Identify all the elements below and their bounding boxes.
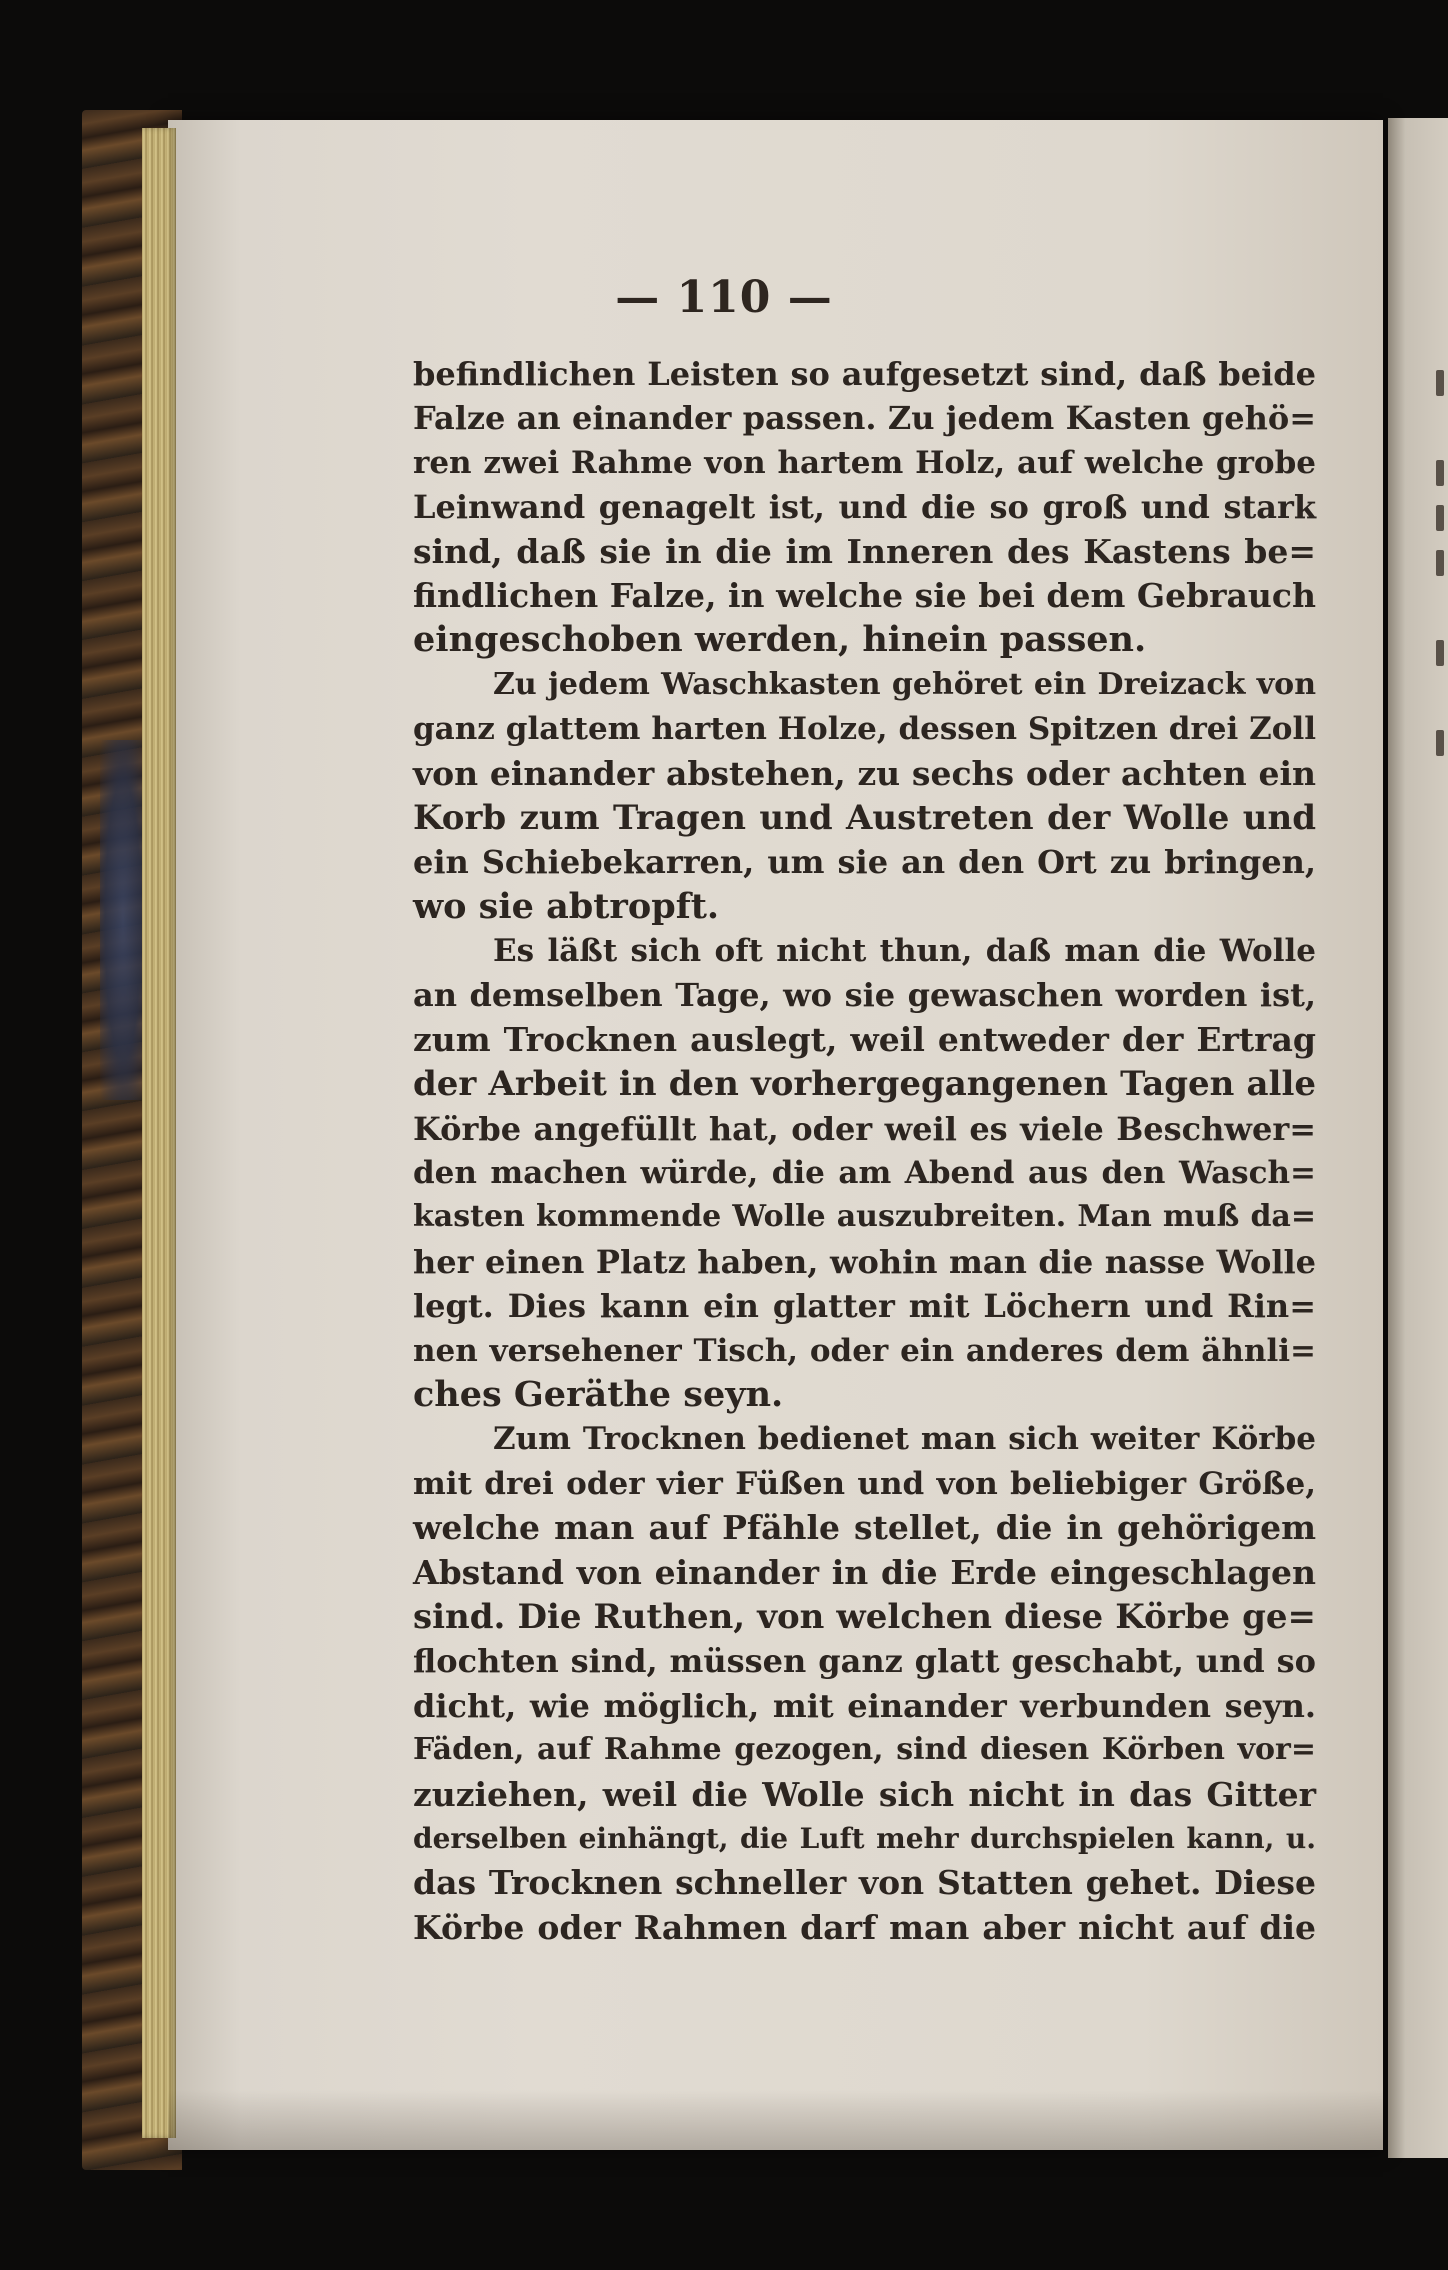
text-line: sind. Die Ruthen, von welchen diese Körbe ge=	[413, 1596, 1316, 1637]
text-line: wo sie abtropft.	[413, 885, 720, 927]
text-line: Korb zum Tragen und Austreten der Wolle und	[413, 797, 1316, 838]
text-line: den machen würde, die am Abend aus den Wasch=	[413, 1155, 1316, 1192]
text-line: ren zwei Rahme von hartem Holz, auf welche grobe	[413, 444, 1316, 481]
text-line: Leinwand genagelt ist, und die so groß und stark	[413, 488, 1316, 527]
cover-marbling-spot	[100, 740, 146, 1100]
body-text	[413, 352, 1316, 1950]
facing-page-glyph	[1436, 460, 1444, 486]
gilt-page-edges	[142, 128, 176, 2138]
text-line: Zu jedem Waschkasten gehöret ein Dreizack von	[493, 666, 1316, 702]
text-line: legt. Dies kann ein glatter mit Löchern und Rin=	[413, 1287, 1316, 1326]
text-line: Körbe oder Rahmen darf man aber nicht auf die	[413, 1907, 1316, 1947]
text-line: Körbe angefüllt hat, oder weil es viele Beschwer=	[413, 1109, 1316, 1148]
text-line: der Arbeit in den vorhergegangenen Tagen alle	[413, 1064, 1316, 1105]
text-line: nen versehener Tisch, oder ein anderes dem ähnli=	[413, 1332, 1316, 1369]
text-line: Abstand von einander in die Erde eingeschlagen	[413, 1552, 1316, 1592]
facing-page-glyph	[1436, 505, 1444, 531]
text-line: an demselben Tage, wo sie gewaschen worden ist,	[413, 976, 1316, 1015]
text-line: derselben einhängt, die Luft mehr durchspielen kann, u.	[413, 1821, 1316, 1855]
text-line: her einen Platz haben, wohin man die nasse Wolle	[413, 1242, 1316, 1281]
text-line: zuziehen, weil die Wolle sich nicht in das Gitter	[413, 1774, 1316, 1814]
text-line: dicht, wie möglich, mit einander verbunden seyn.	[413, 1686, 1316, 1725]
text-line: kasten kommende Wolle auszubreiten. Man muß da=	[413, 1199, 1316, 1235]
text-line: sind, daß sie in die im Inneren des Kastens be=	[413, 531, 1316, 571]
text-line: Zum Trocknen bedienet man sich weiter Körbe	[493, 1421, 1316, 1458]
text-line: ches Geräthe seyn.	[413, 1373, 784, 1415]
text-line: welche man auf Pfähle stellet, die in gehörigem	[413, 1508, 1316, 1548]
text-line: zum Trocknen auslegt, weil entweder der Ertrag	[413, 1019, 1316, 1059]
text-line: flochten sind, müssen ganz glatt geschabt, und so	[413, 1642, 1316, 1681]
text-line: befindlichen Leisten so aufgesetzt sind, daß beide	[413, 355, 1316, 393]
text-line: Es läßt sich oft nicht thun, daß man die Wolle	[493, 933, 1316, 970]
text-line: ganz glattem harten Holze, dessen Spitzen drei Zoll	[413, 711, 1316, 748]
text-line: von einander abstehen, zu sechs oder achten ein	[413, 753, 1316, 793]
page-number: — 110 —	[615, 272, 833, 323]
text-line: ein Schiebekarren, um sie an den Ort zu bringen,	[413, 843, 1316, 882]
text-line: Fäden, auf Rahme gezogen, sind diesen Körben vor=	[413, 1732, 1316, 1768]
facing-page-edge	[1388, 118, 1448, 2158]
facing-page-glyph	[1436, 370, 1444, 396]
facing-page-glyph	[1436, 640, 1444, 666]
text-line: Falze an einander passen. Zu jedem Kasten gehö=	[413, 399, 1316, 438]
text-line: findlichen Falze, in welche sie bei dem Gebrauch	[413, 575, 1316, 615]
page-shadow	[168, 2090, 1383, 2150]
text-line: das Trocknen schneller von Statten gehet. Diese	[413, 1863, 1316, 1903]
text-line: mit drei oder vier Füßen und von beliebiger Größe,	[413, 1465, 1316, 1502]
text-line: eingeschoben werden, hinein passen.	[413, 619, 1147, 661]
facing-page-glyph	[1436, 730, 1444, 756]
facing-page-glyph	[1436, 550, 1444, 576]
